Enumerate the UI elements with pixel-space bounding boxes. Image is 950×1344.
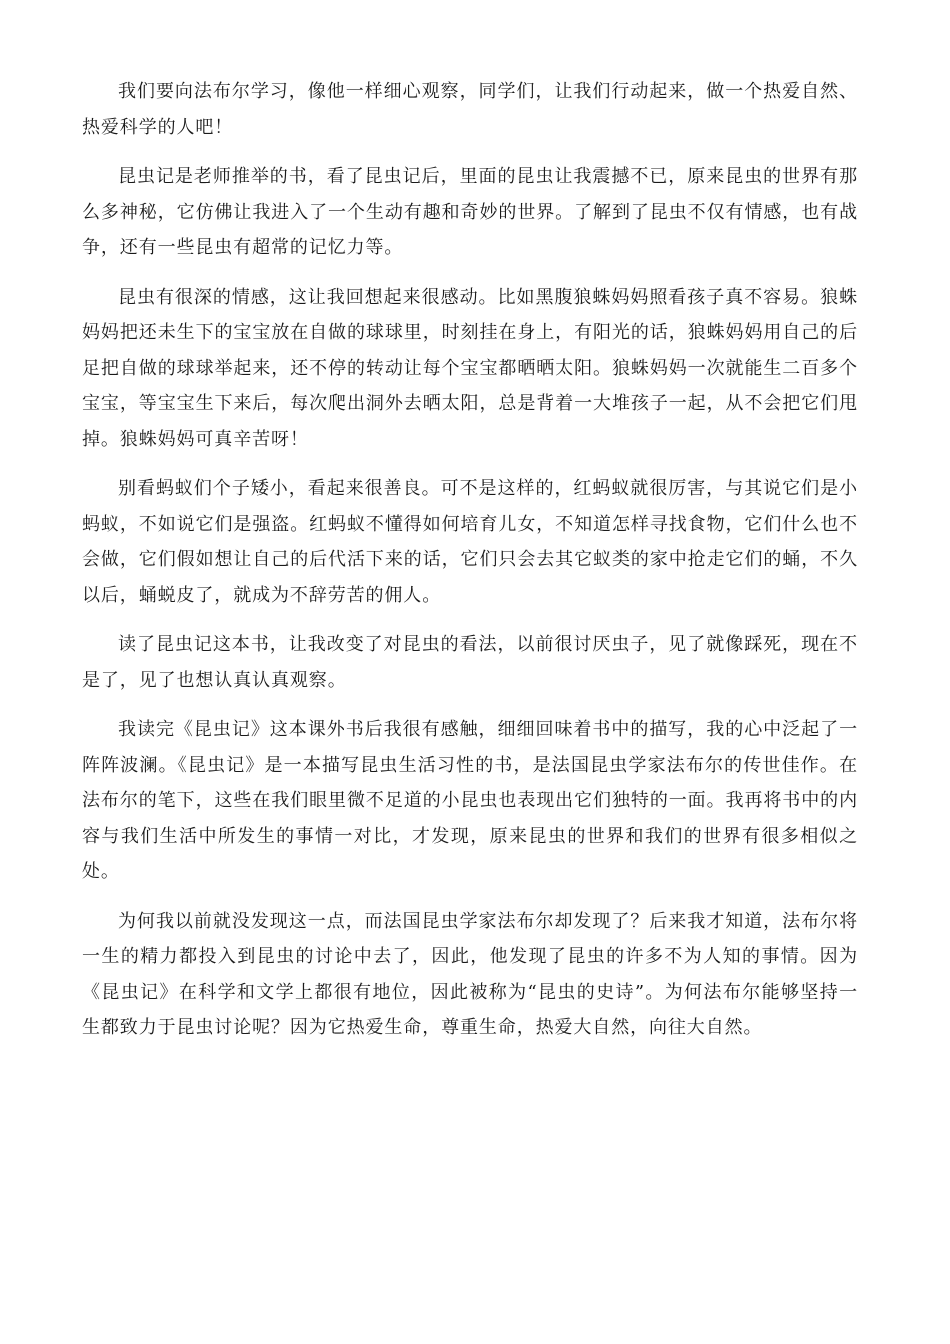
paragraph-4: 别看蚂蚁们个子矮小，看起来很善良。可不是这样的，红蚂蚁就很厉害，与其说它们是小蚂蚁，不如说它们是强盗。红蚂蚁不懂得如何培育儿女，不知道怎样寻找食物，它们什么也不会做，它们假如想让自己的后代活下来的话，它们只会去其它蚁类的家中抢走它们的蛹，不久以后，蛹蜕皮了，就成为不辞劳苦的佣人。 xyxy=(82,478,858,606)
paragraph-5: 读了昆虫记这本书，让我改变了对昆虫的看法，以前很讨厌虫子，见了就像踩死，现在不是了，见了也想认真认真观察。 xyxy=(82,634,858,691)
paragraph-2: 昆虫记是老师推举的书，看了昆虫记后，里面的昆虫让我震撼不已，原来昆虫的世界有那么多神秘，它仿佛让我进入了一个生动有趣和奇妙的世界。了解到了昆虫不仅有情感，也有战争，还有一些昆虫有超常的记忆力等。 xyxy=(82,166,858,258)
paragraph-6: 我读完《昆虫记》这本课外书后我很有感触，细细回味着书中的描写，我的心中泛起了一阵阵波澜。《昆虫记》是一本描写昆虫生活习性的书，是法国昆虫学家法布尔的传世佳作。在法布尔的笔下，这些在我们眼里微不足道的小昆虫也表现出它们独特的一面。我再将书中的内容与我们生活中所发生的事情一对比，才发现，原来昆虫的世界和我们的世界有很多相似之处。 xyxy=(82,719,858,882)
paragraph-3: 昆虫有很深的情感，这让我回想起来很感动。比如黑腹狼蛛妈妈照看孩子真不容易。狼蛛妈妈把还未生下的宝宝放在自做的球球里，时刻挂在身上，有阳光的话，狼蛛妈妈用自己的后足把自做的球球举起来，还不停的转动让每个宝宝都晒晒太阳。狼蛛妈妈一次就能生二百多个宝宝，等宝宝生下来后，每次爬出洞外去晒太阳，总是背着一大堆孩子一起，从不会把它们甩掉。狼蛛妈妈可真辛苦呀！ xyxy=(82,286,858,450)
paragraph-1: 我们要向法布尔学习，像他一样细心观察，同学们，让我们行动起来，做一个热爱自然、热爱科学的人吧！ xyxy=(82,81,858,138)
document-body xyxy=(82,74,858,1060)
paragraph-7: 为何我以前就没发现这一点，而法国昆虫学家法布尔却发现了？后来我才知道，法布尔将一生的精力都投入到昆虫的讨论中去了，因此，他发现了昆虫的许多不为人知的事情。因为《昆虫记》在科学和文学上都很有地位，因此被称为“昆虫的史诗”。为何法布尔能够坚持一生都致力于昆虫讨论呢？因为它热爱生命，尊重生命，热爱大自然，向往大自然。 xyxy=(82,910,858,1038)
